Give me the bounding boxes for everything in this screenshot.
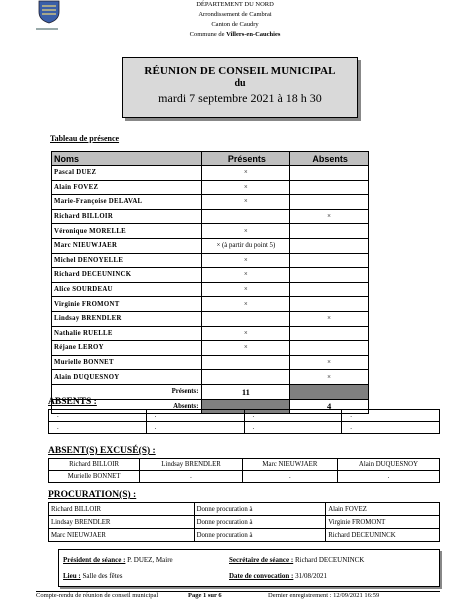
secretary-value: Richard DECEUNINCK — [293, 556, 365, 564]
present-total-value: 11 — [202, 384, 290, 399]
absent-mark: × — [290, 370, 369, 385]
proxy-receiver: Alain FOVEZ — [326, 503, 440, 516]
excused-cell: . — [140, 471, 243, 483]
attendance-header-row — [52, 152, 369, 166]
member-name: Lindsay BRENDLER — [52, 311, 202, 326]
president-label: Président de séance : — [63, 556, 126, 564]
proxy-row — [49, 516, 440, 529]
excused-row — [49, 459, 440, 471]
excused-cell: Richard BILLOIR — [49, 459, 140, 471]
present-mark — [202, 209, 290, 224]
attendance-row — [52, 370, 369, 385]
absent-mark: × — [290, 355, 369, 370]
present-mark: × — [202, 341, 290, 356]
footer-page-number: Page 1 sur 6 — [188, 592, 222, 599]
attendance-row — [52, 238, 369, 253]
attendance-row — [52, 209, 369, 224]
member-name: Pascal DUEZ — [52, 166, 202, 181]
absents-table — [48, 409, 440, 434]
member-name: Alice SOURDEAU — [52, 282, 202, 297]
excused-cell: . — [242, 471, 337, 483]
attendance-row — [52, 224, 369, 239]
member-name: Véronique MORELLE — [52, 224, 202, 239]
secretary-label: Secrétaire de séance : — [229, 556, 294, 564]
absent-mark — [290, 282, 369, 297]
header-canton: Canton de Caudry — [211, 21, 259, 28]
member-name: Alain DUQUESNOY — [52, 370, 202, 385]
absent-mark — [290, 341, 369, 356]
attendance-row — [52, 282, 369, 297]
member-name: Marc NIEUWJAER — [52, 238, 202, 253]
header-arrondissement: Arrondissement de Cambrai — [198, 11, 272, 18]
absent-cell: . — [244, 410, 342, 422]
attendance-row — [52, 268, 369, 283]
present-mark: × — [202, 268, 290, 283]
convocation-field — [229, 572, 327, 580]
member-name: Nathalie RUELLE — [52, 326, 202, 341]
proxy-label: Donne procuration à — [194, 529, 326, 542]
absent-total-label: Absents: — [52, 399, 202, 414]
absent-mark — [290, 268, 369, 283]
place-label: Lieu : — [63, 572, 81, 580]
attendance-row — [52, 297, 369, 312]
attendance-row — [52, 253, 369, 268]
proxy-receiver: Richard DECEUNINCK — [326, 529, 440, 542]
absent-mark — [290, 238, 369, 253]
excused-cell: Alain DUQUESNOY — [337, 459, 439, 471]
excused-title: ABSENT(S) EXCUSÉ(S) : — [48, 446, 156, 456]
commune-prefix: Commune de — [189, 31, 227, 38]
col-header-names: Noms — [52, 152, 202, 166]
member-name: Richard DECEUNINCK — [52, 268, 202, 283]
present-mark: × — [202, 253, 290, 268]
absent-mark: × — [290, 311, 369, 326]
proxy-row — [49, 529, 440, 542]
member-name: Réjane LEROY — [52, 341, 202, 356]
present-mark — [202, 370, 290, 385]
member-name: Michel DENOYELLE — [52, 253, 202, 268]
absent-cell: . — [49, 422, 147, 434]
present-mark: × — [202, 166, 290, 181]
proxy-giver: Marc NIEUWJAER — [49, 529, 195, 542]
present-mark: × — [202, 224, 290, 239]
member-name: Alain FOVEZ — [52, 180, 202, 195]
absent-mark — [290, 326, 369, 341]
proxies-table — [48, 502, 440, 542]
attendance-body — [52, 166, 369, 385]
present-total-empty — [290, 384, 369, 399]
header-commune — [130, 30, 340, 39]
footer-last-saved: Dernier enregistrement : 12/09/2021 16:59 — [268, 592, 380, 599]
excused-cell: . — [337, 471, 439, 483]
proxy-label: Donne procuration à — [194, 503, 326, 516]
present-mark: × (à partir du point 5) — [202, 238, 290, 253]
place-value: Salle des fêtes — [80, 572, 123, 580]
absent-mark — [290, 297, 369, 312]
convocation-value: 31/08/2021 — [293, 572, 327, 580]
meeting-box — [122, 57, 358, 118]
absents-title: ABSENTS : — [48, 397, 97, 407]
proxy-giver: Richard BILLOIR — [49, 503, 195, 516]
present-mark — [202, 355, 290, 370]
footer-doc-title: Compte-rendu de réunion de conseil municipal — [36, 592, 159, 599]
attendance-row — [52, 311, 369, 326]
absent-cell: . — [342, 410, 440, 422]
member-name: Richard BILLOIR — [52, 209, 202, 224]
proxy-giver: Lindsay BRENDLER — [49, 516, 195, 529]
absent-mark — [290, 166, 369, 181]
president-value: P. DUEZ, Maire — [125, 556, 173, 564]
place-field — [63, 572, 123, 580]
convocation-label: Date de convocation : — [229, 572, 294, 580]
excused-cell: Marc NIEUWJAER — [242, 459, 337, 471]
coat-of-arms-icon — [38, 0, 60, 24]
proxy-row — [49, 503, 440, 516]
absent-mark — [290, 224, 369, 239]
present-mark: × — [202, 282, 290, 297]
attendance-row — [52, 166, 369, 181]
excused-cell: Lindsay BRENDLER — [140, 459, 243, 471]
member-name: Murielle BONNET — [52, 355, 202, 370]
attendance-row — [52, 341, 369, 356]
absent-mark — [290, 253, 369, 268]
proxy-label: Donne procuration à — [194, 516, 326, 529]
commune-name: Villers-en-Cauchies — [226, 31, 281, 38]
present-mark: × — [202, 326, 290, 341]
member-name: Virginie FROMONT — [52, 297, 202, 312]
excused-table — [48, 458, 440, 483]
president-field — [63, 556, 173, 564]
col-header-present: Présents — [202, 152, 290, 166]
absent-mark — [290, 195, 369, 210]
excused-cell: Murielle BONNET — [49, 471, 140, 483]
meeting-du: du — [234, 78, 246, 89]
absent-cell: . — [342, 422, 440, 434]
absent-mark — [290, 180, 369, 195]
present-total-label: Présents: — [52, 384, 202, 399]
attendance-title: Tableau de présence — [50, 134, 120, 143]
present-mark: × — [202, 180, 290, 195]
attendance-row — [52, 326, 369, 341]
absent-cell: . — [146, 410, 244, 422]
absent-cell: . — [146, 422, 244, 434]
attendance-row — [52, 195, 369, 210]
col-header-absent: Absents — [290, 152, 369, 166]
member-name: Marie-Françoise DELAVAL — [52, 195, 202, 210]
attendance-row — [52, 180, 369, 195]
absent-cell: . — [49, 410, 147, 422]
coat-of-arms-caption — [36, 28, 58, 30]
meeting-date: mardi 7 septembre 2021 à 18 h 30 — [158, 91, 322, 105]
present-mark: × — [202, 195, 290, 210]
absents-row — [49, 422, 440, 434]
present-total-row — [52, 384, 369, 399]
attendance-table — [51, 151, 369, 414]
header-department: DÉPARTEMENT DU NORD — [196, 1, 274, 8]
proxy-receiver: Virginie FROMONT — [326, 516, 440, 529]
secretary-field — [229, 556, 364, 564]
session-info-box — [58, 549, 440, 587]
present-mark: × — [202, 297, 290, 312]
attendance-row — [52, 355, 369, 370]
present-mark — [202, 311, 290, 326]
excused-row — [49, 471, 440, 483]
meeting-title: RÉUNION DE CONSEIL MUNICIPAL — [144, 65, 336, 77]
absent-mark: × — [290, 209, 369, 224]
absent-total-value: 4 — [290, 399, 369, 414]
proxies-title: PROCURATION(S) : — [48, 490, 137, 500]
absent-cell: . — [244, 422, 342, 434]
absents-row — [49, 410, 440, 422]
